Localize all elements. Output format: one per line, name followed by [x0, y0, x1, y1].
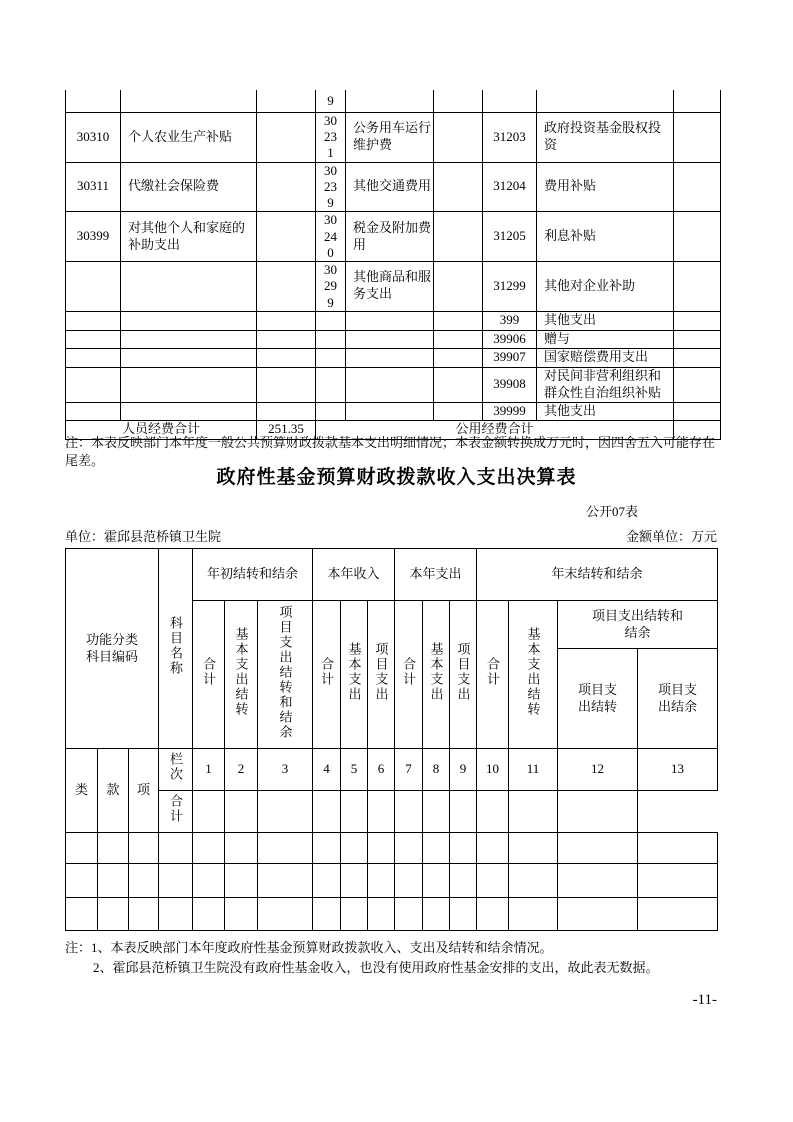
empty-cell: [395, 791, 423, 833]
amount-cell: [674, 162, 721, 212]
amount-cell: [674, 367, 721, 402]
empty-cell: [313, 864, 341, 898]
column-number-cell: 7: [395, 749, 423, 791]
empty-cell: [423, 898, 450, 931]
subject-cell: [121, 311, 257, 330]
column-number-cell: 5: [341, 749, 368, 791]
group-year-income-header: 本年收入: [313, 549, 395, 601]
col6-header: 项目支出: [368, 601, 395, 749]
empty-cell: [558, 791, 638, 833]
empty-data-row: [66, 833, 718, 864]
col5-header: 基本支出: [341, 601, 368, 749]
empty-cell: [477, 864, 509, 898]
empty-cell: [159, 898, 193, 931]
column-number-cell: 11: [509, 749, 558, 791]
empty-cell: [423, 791, 450, 833]
amount-cell: [674, 311, 721, 330]
amount-cell: [257, 348, 316, 367]
empty-cell: [477, 898, 509, 931]
amount-cell: [674, 112, 721, 162]
col7-header: 合计: [395, 601, 423, 749]
column-index-label: 栏次: [159, 749, 193, 791]
column-number-cell: 2: [225, 749, 258, 791]
table-row: [66, 212, 721, 262]
amount-cell: [434, 402, 483, 420]
code-cell: [316, 367, 346, 402]
empty-cell: [477, 833, 509, 864]
subject-cell: 赠与: [537, 330, 674, 348]
subject-cell: [346, 311, 434, 330]
empty-cell: [193, 791, 225, 833]
subject-cell: 其他支出: [537, 402, 674, 420]
empty-cell: [193, 864, 225, 898]
empty-cell: [341, 864, 368, 898]
column-number-cell: 6: [368, 749, 395, 791]
empty-cell: [258, 864, 313, 898]
group-begin-balance-header: 年初结转和结余: [193, 549, 313, 601]
total-label: 合计: [159, 791, 193, 833]
page-number: -11-: [692, 992, 717, 1008]
subject-cell: 代缴社会保险费: [121, 162, 257, 212]
empty-cell: [66, 898, 98, 931]
col13-header: 项目支出结余: [638, 649, 718, 749]
amount-cell: [434, 311, 483, 330]
empty-cell: [313, 791, 341, 833]
empty-cell: [477, 791, 509, 833]
code-cell: [66, 311, 121, 330]
subject-cell: [121, 330, 257, 348]
amount-cell: [257, 90, 316, 112]
table-row: [66, 402, 721, 420]
basic-expenditure-detail-table: [65, 90, 721, 440]
unit-line: [65, 526, 717, 545]
empty-data-row: [66, 864, 718, 898]
amount-cell: [674, 402, 721, 420]
empty-cell: [341, 898, 368, 931]
empty-cell: [225, 833, 258, 864]
subject-cell: 个人农业生产补贴: [121, 112, 257, 162]
empty-cell: [638, 833, 718, 864]
amount-cell: [674, 262, 721, 312]
class-header: 类: [66, 749, 98, 833]
col10-header: 合计: [477, 601, 509, 749]
empty-cell: [225, 898, 258, 931]
table-row: [66, 367, 721, 402]
subject-cell: 其他支出: [537, 311, 674, 330]
subject-cell: [346, 402, 434, 420]
subject-cell: 国家赔偿费用支出: [537, 348, 674, 367]
empty-cell: [509, 898, 558, 931]
empty-cell: [509, 791, 558, 833]
subject-cell: 其他商品和服务支出: [346, 262, 434, 312]
subject-cell: 利息补贴: [537, 212, 674, 262]
subject-cell: [346, 330, 434, 348]
empty-cell: [638, 864, 718, 898]
code-cell: [66, 262, 121, 312]
amount-cell: [674, 212, 721, 262]
column-number-cell: 13: [638, 749, 718, 791]
table-row: [66, 162, 721, 212]
subject-cell: [121, 262, 257, 312]
code-cell: [316, 402, 346, 420]
amount-cell: [674, 330, 721, 348]
subject-cell: 税金及附加费用: [346, 212, 434, 262]
col12-header: 项目支出结转: [558, 649, 638, 749]
code-cell: 30239: [316, 162, 346, 212]
code-cell: [66, 367, 121, 402]
amount-cell: [257, 367, 316, 402]
code-cell: 399: [483, 311, 537, 330]
total-data-row: [66, 791, 718, 833]
code-cell: 30399: [66, 212, 121, 262]
empty-cell: [258, 898, 313, 931]
subject-cell: 对民间非营利组织和群众性自治组织补贴: [537, 367, 674, 402]
column-number-cell: 9: [450, 749, 477, 791]
empty-cell: [638, 898, 718, 931]
amount-cell: [434, 262, 483, 312]
amount-cell: [257, 402, 316, 420]
col2-header: 基本支出结转: [225, 601, 258, 749]
empty-cell: [450, 898, 477, 931]
code-cell: 30310: [66, 112, 121, 162]
empty-cell: [450, 833, 477, 864]
empty-cell: [558, 833, 638, 864]
empty-cell: [313, 833, 341, 864]
empty-cell: [98, 864, 129, 898]
code-cell: [66, 348, 121, 367]
code-cell: 39908: [483, 367, 537, 402]
table-row: [66, 262, 721, 312]
amount-cell: [434, 212, 483, 262]
code-cell: [483, 90, 537, 112]
subject-cell: [346, 367, 434, 402]
col8-header: 基本支出: [423, 601, 450, 749]
empty-cell: [423, 833, 450, 864]
code-cell: [316, 311, 346, 330]
table-row: [66, 112, 721, 162]
amount-cell: [434, 330, 483, 348]
empty-cell: [558, 864, 638, 898]
col9-header: 项目支出: [450, 601, 477, 749]
code-cell: 39999: [483, 402, 537, 420]
amount-cell: [674, 348, 721, 367]
empty-cell: [258, 791, 313, 833]
section-header: 款: [98, 749, 129, 833]
amount-cell: [434, 367, 483, 402]
code-cell: 30240: [316, 212, 346, 262]
code-cell: 31203: [483, 112, 537, 162]
code-cell: [316, 348, 346, 367]
subject-cell: 费用补贴: [537, 162, 674, 212]
code-cell: [66, 402, 121, 420]
empty-cell: [313, 898, 341, 931]
amount-cell: [434, 162, 483, 212]
table-row: [66, 311, 721, 330]
amount-cell: [257, 212, 316, 262]
empty-cell: [129, 833, 159, 864]
empty-cell: [225, 864, 258, 898]
subject-cell: 政府投资基金股权投资: [537, 112, 674, 162]
empty-cell: [193, 898, 225, 931]
code-cell: 9: [316, 90, 346, 112]
empty-cell: [509, 864, 558, 898]
col11-header: 基本支出结转: [509, 601, 558, 749]
code-cell: 31205: [483, 212, 537, 262]
note-line: 2、霍邱县范桥镇卫生院没有政府性基金收入，也没有使用政府性基金安排的支出，故此表无数据。: [93, 959, 659, 975]
subject-cell: 其他对企业补助: [537, 262, 674, 312]
subject-cell: [121, 90, 257, 112]
subject-cell: 对其他个人和家庭的补助支出: [121, 212, 257, 262]
amount-cell: [257, 330, 316, 348]
empty-cell: [368, 833, 395, 864]
empty-cell: [395, 864, 423, 898]
amount-cell: [257, 311, 316, 330]
subject-cell: [121, 367, 257, 402]
gov-fund-table: [65, 548, 718, 931]
personnel-total-value: 251.35: [257, 420, 316, 439]
empty-cell: [129, 898, 159, 931]
empty-cell: [159, 833, 193, 864]
empty-cell: [159, 864, 193, 898]
column-number-cell: 8: [423, 749, 450, 791]
amount-cell: [257, 262, 316, 312]
empty-cell: [98, 898, 129, 931]
empty-data-row: [66, 898, 718, 931]
table-row: [66, 348, 721, 367]
empty-cell: [66, 833, 98, 864]
note-line: 注：1、本表反映部门本年度政府性基金预算财政拨款收入、支出及结转和结余情况。: [65, 940, 553, 955]
empty-cell: [193, 833, 225, 864]
amount-cell: [434, 112, 483, 162]
amount-cell: [674, 90, 721, 112]
column-number-cell: 4: [313, 749, 341, 791]
public-funds-total-label: 公用经费合计: [316, 420, 674, 439]
empty-cell: [341, 791, 368, 833]
column-number-cell: 1: [193, 749, 225, 791]
code-cell: [316, 330, 346, 348]
column-number-cell: 12: [558, 749, 638, 791]
col3-header: 项目支出结转和结余: [258, 601, 313, 749]
amount-cell: [257, 112, 316, 162]
table-label: 公开07表: [586, 504, 639, 519]
table-row: [66, 330, 721, 348]
subject-cell: [121, 402, 257, 420]
empty-cell: [66, 864, 98, 898]
header-row-groups: [66, 549, 718, 601]
money-unit: 金额单位：万元: [625, 529, 717, 544]
col1-header: 合计: [193, 601, 225, 749]
code-cell: 31204: [483, 162, 537, 212]
code-cell: 31299: [483, 262, 537, 312]
empty-cell: [98, 833, 129, 864]
amount-cell: [257, 162, 316, 212]
col4-header: 合计: [313, 601, 341, 749]
code-cell: [66, 330, 121, 348]
empty-cell: [341, 833, 368, 864]
empty-cell: [509, 833, 558, 864]
amount-cell: [434, 348, 483, 367]
column-number-row: [66, 749, 718, 791]
subject-cell: 其他交通费用: [346, 162, 434, 212]
code-cell: 30231: [316, 112, 346, 162]
table-row: [66, 90, 721, 112]
empty-cell: [395, 833, 423, 864]
empty-cell: [423, 864, 450, 898]
item-header: 项: [129, 749, 159, 833]
subject-cell: [346, 90, 434, 112]
unit-name: 单位：霍邱县范桥镇卫生院: [65, 529, 222, 544]
empty-cell: [450, 791, 477, 833]
empty-cell: [258, 833, 313, 864]
subject-name-header: 科目名称: [159, 549, 193, 749]
code-cell: 39906: [483, 330, 537, 348]
personnel-total-label: 人员经费合计: [66, 420, 257, 439]
group-end-balance-header: 年末结转和结余: [477, 549, 718, 601]
empty-cell: [395, 898, 423, 931]
subject-cell: 公务用车运行维护费: [346, 112, 434, 162]
subject-cell: [121, 348, 257, 367]
empty-cell: [558, 898, 638, 931]
subject-cell: [537, 90, 674, 112]
func-code-header: 功能分类科目编码: [66, 549, 159, 749]
amount-cell: [434, 90, 483, 112]
group-year-expense-header: 本年支出: [395, 549, 477, 601]
subject-cell: [346, 348, 434, 367]
table2-notes: [65, 938, 755, 977]
section-title: 政府性基金预算财政拨款收入支出决算表: [216, 467, 577, 488]
table1-note: 注：本表反映部门本年度一般公共预算财政拨款基本支出明细情况；本表金额转换成万元时，因四舍五入可能存在尾差。: [65, 435, 716, 468]
code-cell: [66, 90, 121, 112]
project-balance-subheader: 项目支出结转和结余: [558, 601, 718, 649]
empty-cell: [368, 864, 395, 898]
empty-cell: [450, 864, 477, 898]
code-cell: 30299: [316, 262, 346, 312]
code-cell: 39907: [483, 348, 537, 367]
empty-cell: [368, 898, 395, 931]
empty-cell: [129, 864, 159, 898]
column-number-cell: 10: [477, 749, 509, 791]
empty-cell: [368, 791, 395, 833]
code-cell: 30311: [66, 162, 121, 212]
column-number-cell: 3: [258, 749, 313, 791]
empty-cell: [225, 791, 258, 833]
